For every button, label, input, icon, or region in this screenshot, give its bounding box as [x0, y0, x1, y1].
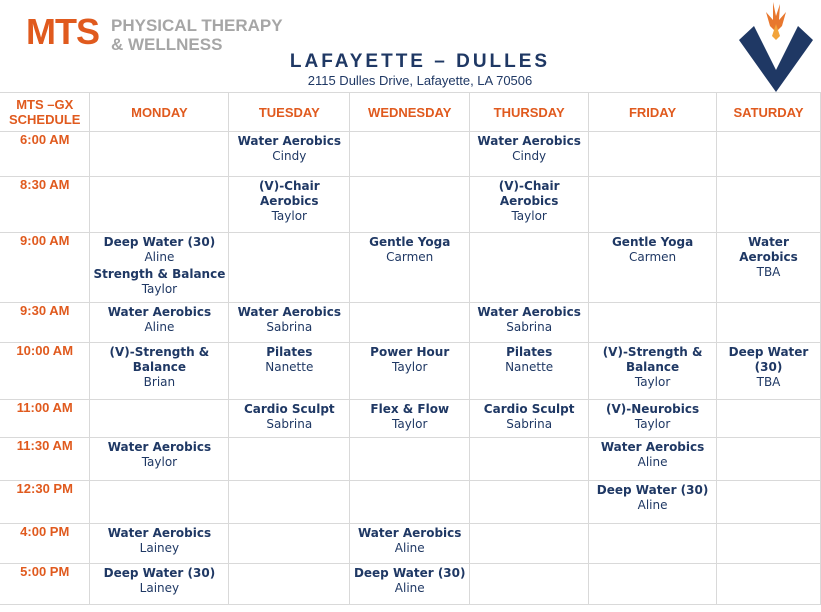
class-name: Flex & Flow	[370, 402, 450, 416]
class-instructor: Cindy	[272, 149, 307, 163]
class-entry	[470, 343, 588, 375]
schedule-row	[0, 343, 821, 400]
class-entry	[229, 303, 349, 335]
class-name: Pilates	[506, 345, 553, 359]
schedule-cell	[90, 343, 229, 400]
class-instructor: Aline	[144, 320, 175, 334]
class-entry	[90, 438, 228, 470]
class-name: Water Aerobics	[107, 305, 212, 319]
class-name: (V)-Chair Aerobics	[498, 179, 560, 208]
schedule-cell	[470, 343, 589, 400]
class-entry	[470, 400, 588, 432]
class-instructor: Carmen	[628, 250, 677, 264]
class-entry	[350, 400, 469, 432]
class-name: Water Aerobics	[107, 440, 212, 454]
class-name: Water Aerobics	[600, 440, 705, 454]
class-instructor: Taylor	[271, 209, 307, 223]
class-instructor: Aline	[394, 541, 425, 555]
class-name: (V)-Chair Aerobics	[258, 179, 320, 208]
class-instructor: Cindy	[512, 149, 547, 163]
class-instructor: Taylor	[634, 375, 671, 389]
class-instructor: Aline	[144, 250, 175, 264]
class-entry	[350, 343, 469, 375]
class-entry	[229, 400, 349, 432]
schedule-cell	[350, 564, 470, 605]
class-entry	[717, 343, 820, 390]
class-entry	[717, 233, 820, 280]
class-entry	[470, 132, 588, 164]
schedule-cell	[470, 132, 589, 177]
class-entry	[229, 132, 349, 164]
schedule-cell	[350, 177, 470, 233]
class-instructor: Aline	[637, 498, 668, 512]
schedule-row	[0, 481, 821, 524]
time-slot-label: 11:30 AM	[0, 438, 90, 481]
schedule-row	[0, 438, 821, 481]
day-header-thursday: THURSDAY	[470, 93, 589, 132]
schedule-row	[0, 564, 821, 605]
schedule-cell	[90, 564, 229, 605]
class-instructor: Taylor	[634, 417, 671, 431]
class-name: Cardio Sculpt	[243, 402, 335, 416]
time-slot-label: 9:30 AM	[0, 303, 90, 343]
class-instructor: Brian	[143, 375, 176, 389]
time-slot-label: 4:00 PM	[0, 524, 90, 564]
time-slot-label: 6:00 AM	[0, 132, 90, 177]
class-instructor: Aline	[637, 455, 668, 469]
schedule-cell	[229, 400, 350, 438]
class-instructor: TBA	[756, 265, 781, 279]
schedule-body	[0, 132, 821, 605]
schedule-cell	[589, 481, 717, 524]
class-name: Water Aerobics	[237, 305, 342, 319]
schedule-row	[0, 132, 821, 177]
schedule-cell	[90, 303, 229, 343]
schedule-cell	[229, 132, 350, 177]
schedule-row	[0, 303, 821, 343]
class-instructor: Sabrina	[266, 417, 313, 431]
class-entry	[229, 177, 349, 224]
schedule-cell	[470, 481, 589, 524]
schedule-cell	[717, 438, 821, 481]
class-instructor: Aline	[394, 581, 425, 595]
schedule-cell	[90, 233, 229, 303]
schedule-cell	[589, 524, 717, 564]
class-instructor: Nanette	[505, 360, 554, 374]
schedule-cell	[589, 564, 717, 605]
schedule-cell	[350, 303, 470, 343]
class-name: Deep Water (30)	[103, 235, 216, 249]
class-entry	[589, 343, 716, 390]
schedule-cell	[229, 303, 350, 343]
corner-line1: MTS –GX	[16, 97, 74, 112]
class-name: Water Aerobics	[739, 235, 798, 264]
class-entry	[90, 524, 228, 556]
schedule-cell	[229, 438, 350, 481]
class-name: Gentle Yoga	[611, 235, 694, 249]
schedule-cell	[350, 438, 470, 481]
class-entry	[470, 177, 588, 224]
class-instructor: Taylor	[141, 282, 178, 296]
schedule-cell	[90, 400, 229, 438]
schedule-cell	[350, 400, 470, 438]
brand-mark-icon	[736, 0, 816, 96]
class-entry	[589, 400, 716, 432]
class-entry	[350, 564, 469, 596]
class-entry	[470, 303, 588, 335]
class-name: Deep Water (30)	[596, 483, 709, 497]
class-instructor: Lainey	[139, 541, 180, 555]
class-instructor: Taylor	[141, 455, 178, 469]
schedule-cell	[470, 400, 589, 438]
schedule-cell	[589, 233, 717, 303]
schedule-table	[0, 92, 821, 605]
schedule-header-row	[0, 93, 821, 132]
schedule-cell	[717, 303, 821, 343]
schedule-cell	[470, 524, 589, 564]
class-entry	[90, 343, 228, 390]
schedule-cell	[717, 481, 821, 524]
schedule-cell	[350, 524, 470, 564]
schedule-cell	[470, 303, 589, 343]
class-instructor: Sabrina	[506, 320, 553, 334]
schedule-cell	[717, 564, 821, 605]
schedule-cell	[229, 524, 350, 564]
schedule-cell	[589, 438, 717, 481]
logo-subtitle-line2: & WELLNESS	[111, 35, 223, 54]
day-header-saturday: SATURDAY	[717, 93, 821, 132]
class-instructor: Carmen	[386, 250, 434, 264]
day-header-tuesday: TUESDAY	[229, 93, 350, 132]
time-slot-label: 5:00 PM	[0, 564, 90, 605]
class-name: Gentle Yoga	[369, 235, 451, 249]
class-instructor: Sabrina	[266, 320, 313, 334]
logo-subtitle-line1: PHYSICAL THERAPY	[111, 16, 283, 35]
schedule-cell	[350, 132, 470, 177]
class-entry	[589, 438, 716, 470]
time-slot-label: 8:30 AM	[0, 177, 90, 233]
schedule-cell	[229, 343, 350, 400]
class-name: Water Aerobics	[358, 526, 462, 540]
logo-mts: MTS	[26, 11, 99, 52]
day-header-monday: MONDAY	[90, 93, 229, 132]
class-name: Cardio Sculpt	[483, 402, 575, 416]
class-name: Strength & Balance	[93, 267, 226, 281]
class-entry	[90, 233, 228, 265]
schedule-cell	[229, 564, 350, 605]
class-instructor: Sabrina	[506, 417, 553, 431]
schedule-cell	[470, 233, 589, 303]
day-header-friday: FRIDAY	[589, 93, 717, 132]
schedule-row	[0, 233, 821, 303]
time-slot-label: 12:30 PM	[0, 481, 90, 524]
schedule-cell	[90, 481, 229, 524]
class-entry	[589, 481, 716, 513]
schedule-cell	[90, 438, 229, 481]
class-name: Deep Water (30)	[353, 566, 466, 580]
class-entry	[589, 233, 716, 265]
class-name: (V)-Strength & Balance	[109, 345, 210, 374]
time-slot-label: 9:00 AM	[0, 233, 90, 303]
class-name: Water Aerobics	[477, 305, 581, 319]
schedule-corner-label	[0, 93, 90, 132]
logo-subtitle	[111, 16, 283, 54]
schedule-cell	[350, 481, 470, 524]
schedule-cell	[90, 177, 229, 233]
class-name: Power Hour	[370, 345, 450, 359]
class-entry	[350, 233, 469, 265]
schedule-cell	[90, 132, 229, 177]
class-name: (V)-Strength & Balance	[602, 345, 703, 374]
schedule-cell	[717, 177, 821, 233]
class-instructor: Nanette	[265, 360, 314, 374]
class-entry	[229, 343, 349, 375]
schedule-grid-wrapper	[0, 92, 821, 605]
schedule-cell	[717, 343, 821, 400]
class-entry	[350, 524, 469, 556]
schedule-row	[0, 177, 821, 233]
schedule-cell	[589, 177, 717, 233]
class-instructor: Lainey	[139, 581, 180, 595]
schedule-cell	[717, 233, 821, 303]
class-instructor: Taylor	[511, 209, 547, 223]
class-entry	[90, 265, 228, 297]
class-name: Deep Water (30)	[103, 566, 216, 580]
class-instructor: Taylor	[392, 417, 428, 431]
schedule-cell	[589, 400, 717, 438]
schedule-row	[0, 400, 821, 438]
day-header-wednesday: WEDNESDAY	[350, 93, 470, 132]
schedule-cell	[470, 564, 589, 605]
schedule-cell	[717, 132, 821, 177]
time-slot-label: 10:00 AM	[0, 343, 90, 400]
class-name: Pilates	[266, 345, 313, 359]
schedule-cell	[589, 132, 717, 177]
corner-line2: SCHEDULE	[8, 112, 81, 127]
schedule-cell	[717, 524, 821, 564]
schedule-cell	[470, 438, 589, 481]
schedule-cell	[589, 343, 717, 400]
class-name: Deep Water (30)	[728, 345, 809, 374]
schedule-row	[0, 524, 821, 564]
schedule-cell	[350, 233, 470, 303]
schedule-cell	[229, 481, 350, 524]
time-slot-label: 11:00 AM	[0, 400, 90, 438]
class-entry	[90, 303, 228, 335]
location-address: 2115 Dulles Drive, Lafayette, LA 70506	[307, 73, 533, 88]
class-name: Water Aerobics	[477, 134, 581, 148]
class-entry	[90, 564, 228, 596]
class-name: Water Aerobics	[107, 526, 212, 540]
class-instructor: Taylor	[392, 360, 428, 374]
class-name: Water Aerobics	[237, 134, 342, 148]
class-instructor: TBA	[756, 375, 781, 389]
schedule-cell	[229, 177, 350, 233]
schedule-cell	[90, 524, 229, 564]
class-name: (V)-Neurobics	[606, 402, 700, 416]
schedule-cell	[589, 303, 717, 343]
schedule-cell	[350, 343, 470, 400]
schedule-cell	[717, 400, 821, 438]
schedule-cell	[470, 177, 589, 233]
schedule-cell	[229, 233, 350, 303]
location-title: LAFAYETTE – DULLES	[289, 51, 551, 72]
